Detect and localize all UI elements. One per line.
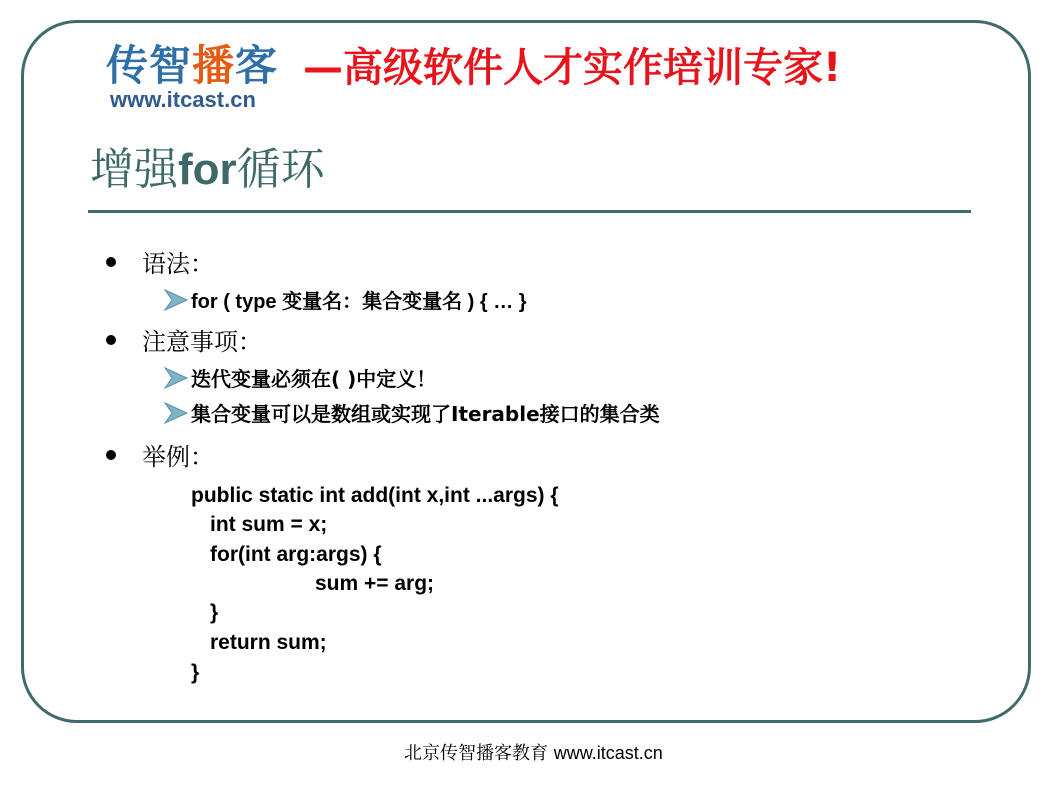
sub-bullet-syntax: [163, 287, 527, 316]
title-part-3: 循环: [236, 144, 325, 195]
note-2-text: 集合变量可以是数组或实现了Iterable接口的集合类: [191, 402, 660, 426]
note-1-text: 迭代变量必须在( )中定义！: [191, 367, 437, 391]
footer-url: www.itcast.cn: [553, 743, 663, 763]
footer: [404, 740, 663, 767]
code-line-7: }: [191, 661, 200, 684]
bullet-notes: [106, 327, 262, 357]
arrow-bullet-icon: [163, 400, 189, 426]
bullet-syntax: [106, 249, 214, 279]
arrow-bullet-icon: [163, 365, 189, 391]
footer-org: 北京传智播客教育: [404, 743, 548, 764]
bullet-dot-icon: [106, 450, 116, 460]
code-line-5: }: [210, 601, 219, 624]
syntax-text: for ( type 变量名：集合变量名 ) { … }: [191, 291, 527, 313]
sub-bullet-note-2: [163, 400, 660, 429]
itcast-logo: [106, 40, 286, 116]
slogan: —高级软件人才实作培训专家!: [303, 45, 842, 91]
logo-text-suffix: 客: [235, 41, 279, 90]
code-line-1: public static int add(int x,int ...args) {: [191, 484, 559, 507]
bullet-example: [106, 442, 214, 472]
bullet-notes-label: 注意事项：: [142, 328, 262, 356]
logo-text-highlight: 播: [192, 41, 236, 90]
title-part-1: 增强: [90, 144, 178, 195]
logo-url: www.itcast.cn: [110, 87, 256, 112]
logo-text-prefix: 传智: [106, 41, 193, 90]
bullet-dot-icon: [106, 335, 116, 345]
bullet-dot-icon: [106, 257, 116, 267]
sub-bullet-note-1: [163, 365, 436, 394]
code-line-3: for(int arg:args) {: [210, 543, 382, 566]
code-line-4: sum += arg;: [315, 572, 435, 595]
code-line-2: int sum = x;: [210, 513, 328, 536]
title-part-2: for: [178, 145, 237, 194]
logo-wordmark: [106, 40, 278, 92]
arrow-bullet-icon: [163, 287, 189, 313]
bullet-example-label: 举例：: [142, 443, 214, 471]
bullet-syntax-label: 语法：: [142, 250, 214, 278]
title-divider: [88, 210, 971, 213]
code-line-6: return sum;: [210, 631, 327, 654]
slide-title: [90, 140, 325, 200]
